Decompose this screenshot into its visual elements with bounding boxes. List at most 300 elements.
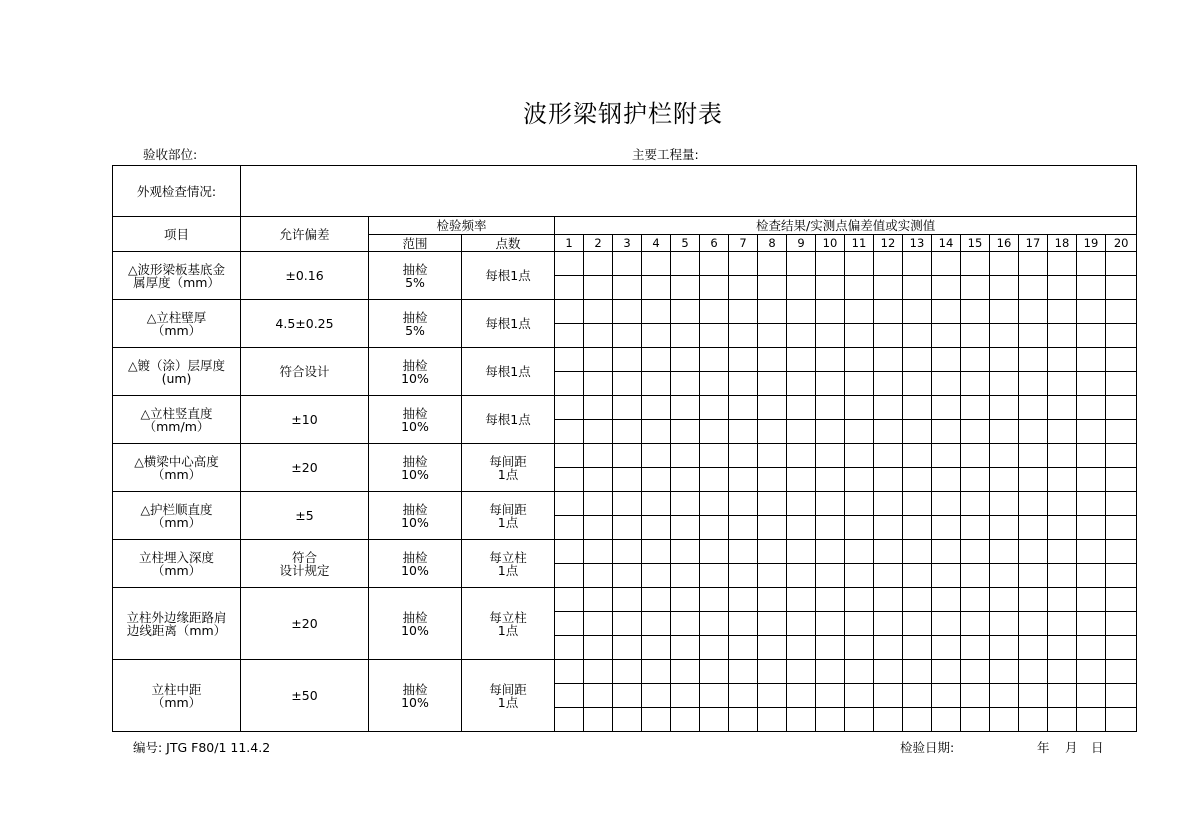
result-cell[interactable] — [932, 660, 961, 684]
result-cell[interactable] — [1048, 540, 1077, 564]
result-cell[interactable] — [1019, 492, 1048, 516]
result-cell[interactable] — [1077, 684, 1106, 708]
result-cell[interactable] — [1077, 444, 1106, 468]
result-cell[interactable] — [642, 564, 671, 588]
result-cell[interactable] — [1019, 660, 1048, 684]
result-cell[interactable] — [700, 420, 729, 444]
result-cell[interactable] — [1048, 516, 1077, 540]
result-cell[interactable] — [700, 444, 729, 468]
result-cell[interactable] — [787, 492, 816, 516]
result-cell[interactable] — [729, 372, 758, 396]
result-cell[interactable] — [1106, 660, 1137, 684]
result-cell[interactable] — [874, 276, 903, 300]
result-cell[interactable] — [845, 444, 874, 468]
result-cell[interactable] — [758, 492, 787, 516]
result-cell[interactable] — [903, 252, 932, 276]
result-cell[interactable] — [584, 636, 613, 660]
result-cell[interactable] — [729, 612, 758, 636]
result-cell[interactable] — [758, 372, 787, 396]
result-cell[interactable] — [584, 252, 613, 276]
result-cell[interactable] — [845, 420, 874, 444]
result-cell[interactable] — [990, 348, 1019, 372]
result-cell[interactable] — [758, 540, 787, 564]
result-cell[interactable] — [555, 540, 584, 564]
result-cell[interactable] — [642, 396, 671, 420]
result-cell[interactable] — [1077, 612, 1106, 636]
result-cell[interactable] — [932, 348, 961, 372]
result-cell[interactable] — [874, 636, 903, 660]
result-cell[interactable] — [1019, 300, 1048, 324]
result-cell[interactable] — [1048, 684, 1077, 708]
result-cell[interactable] — [845, 252, 874, 276]
result-cell[interactable] — [642, 684, 671, 708]
result-cell[interactable] — [584, 324, 613, 348]
result-cell[interactable] — [990, 660, 1019, 684]
result-cell[interactable] — [671, 588, 700, 612]
result-cell[interactable] — [584, 588, 613, 612]
result-cell[interactable] — [700, 300, 729, 324]
result-cell[interactable] — [758, 396, 787, 420]
result-cell[interactable] — [729, 492, 758, 516]
result-cell[interactable] — [990, 708, 1019, 732]
result-cell[interactable] — [816, 444, 845, 468]
result-cell[interactable] — [1106, 300, 1137, 324]
result-cell[interactable] — [642, 252, 671, 276]
result-cell[interactable] — [1019, 420, 1048, 444]
result-cell[interactable] — [845, 660, 874, 684]
result-cell[interactable] — [816, 708, 845, 732]
result-cell[interactable] — [1019, 324, 1048, 348]
result-cell[interactable] — [787, 348, 816, 372]
result-cell[interactable] — [816, 684, 845, 708]
result-cell[interactable] — [1019, 708, 1048, 732]
result-cell[interactable] — [613, 516, 642, 540]
result-cell[interactable] — [613, 372, 642, 396]
result-cell[interactable] — [903, 420, 932, 444]
result-cell[interactable] — [613, 540, 642, 564]
result-cell[interactable] — [613, 660, 642, 684]
result-cell[interactable] — [845, 516, 874, 540]
result-cell[interactable] — [845, 348, 874, 372]
result-cell[interactable] — [613, 612, 642, 636]
result-cell[interactable] — [961, 708, 990, 732]
result-cell[interactable] — [787, 612, 816, 636]
result-cell[interactable] — [932, 516, 961, 540]
result-cell[interactable] — [932, 396, 961, 420]
result-cell[interactable] — [787, 372, 816, 396]
result-cell[interactable] — [816, 660, 845, 684]
result-cell[interactable] — [845, 492, 874, 516]
result-cell[interactable] — [584, 372, 613, 396]
result-cell[interactable] — [1048, 252, 1077, 276]
result-cell[interactable] — [613, 420, 642, 444]
result-cell[interactable] — [1106, 540, 1137, 564]
result-cell[interactable] — [671, 660, 700, 684]
result-cell[interactable] — [613, 564, 642, 588]
result-cell[interactable] — [1077, 396, 1106, 420]
appearance-check-field[interactable] — [241, 166, 1137, 217]
result-cell[interactable] — [555, 492, 584, 516]
result-cell[interactable] — [903, 468, 932, 492]
result-cell[interactable] — [1106, 348, 1137, 372]
result-cell[interactable] — [729, 348, 758, 372]
result-cell[interactable] — [1077, 540, 1106, 564]
result-cell[interactable] — [874, 420, 903, 444]
result-cell[interactable] — [642, 516, 671, 540]
result-cell[interactable] — [1077, 276, 1106, 300]
result-cell[interactable] — [758, 444, 787, 468]
result-cell[interactable] — [1019, 252, 1048, 276]
result-cell[interactable] — [874, 612, 903, 636]
result-cell[interactable] — [1048, 492, 1077, 516]
result-cell[interactable] — [932, 492, 961, 516]
result-cell[interactable] — [816, 564, 845, 588]
result-cell[interactable] — [845, 324, 874, 348]
result-cell[interactable] — [642, 612, 671, 636]
result-cell[interactable] — [671, 276, 700, 300]
result-cell[interactable] — [845, 300, 874, 324]
result-cell[interactable] — [642, 420, 671, 444]
result-cell[interactable] — [961, 612, 990, 636]
result-cell[interactable] — [758, 684, 787, 708]
result-cell[interactable] — [555, 372, 584, 396]
result-cell[interactable] — [961, 396, 990, 420]
result-cell[interactable] — [700, 276, 729, 300]
result-cell[interactable] — [845, 468, 874, 492]
result-cell[interactable] — [758, 636, 787, 660]
result-cell[interactable] — [700, 324, 729, 348]
result-cell[interactable] — [874, 252, 903, 276]
result-cell[interactable] — [584, 420, 613, 444]
result-cell[interactable] — [1106, 468, 1137, 492]
result-cell[interactable] — [642, 444, 671, 468]
result-cell[interactable] — [671, 468, 700, 492]
result-cell[interactable] — [613, 492, 642, 516]
result-cell[interactable] — [874, 564, 903, 588]
result-cell[interactable] — [990, 612, 1019, 636]
result-cell[interactable] — [642, 276, 671, 300]
result-cell[interactable] — [671, 252, 700, 276]
result-cell[interactable] — [671, 516, 700, 540]
result-cell[interactable] — [671, 684, 700, 708]
result-cell[interactable] — [758, 516, 787, 540]
result-cell[interactable] — [758, 708, 787, 732]
result-cell[interactable] — [1077, 708, 1106, 732]
result-cell[interactable] — [671, 300, 700, 324]
result-cell[interactable] — [555, 348, 584, 372]
result-cell[interactable] — [903, 396, 932, 420]
result-cell[interactable] — [990, 540, 1019, 564]
result-cell[interactable] — [1019, 564, 1048, 588]
result-cell[interactable] — [990, 516, 1019, 540]
result-cell[interactable] — [1106, 564, 1137, 588]
result-cell[interactable] — [1019, 540, 1048, 564]
result-cell[interactable] — [903, 612, 932, 636]
result-cell[interactable] — [845, 636, 874, 660]
result-cell[interactable] — [1048, 564, 1077, 588]
result-cell[interactable] — [671, 420, 700, 444]
result-cell[interactable] — [584, 348, 613, 372]
result-cell[interactable] — [961, 516, 990, 540]
result-cell[interactable] — [729, 396, 758, 420]
result-cell[interactable] — [613, 324, 642, 348]
result-cell[interactable] — [642, 372, 671, 396]
result-cell[interactable] — [1048, 348, 1077, 372]
result-cell[interactable] — [1077, 492, 1106, 516]
result-cell[interactable] — [816, 324, 845, 348]
result-cell[interactable] — [932, 612, 961, 636]
result-cell[interactable] — [932, 708, 961, 732]
result-cell[interactable] — [816, 252, 845, 276]
result-cell[interactable] — [613, 684, 642, 708]
result-cell[interactable] — [787, 444, 816, 468]
result-cell[interactable] — [758, 324, 787, 348]
result-cell[interactable] — [1048, 444, 1077, 468]
result-cell[interactable] — [961, 348, 990, 372]
result-cell[interactable] — [555, 708, 584, 732]
result-cell[interactable] — [758, 420, 787, 444]
result-cell[interactable] — [961, 324, 990, 348]
result-cell[interactable] — [555, 636, 584, 660]
result-cell[interactable] — [816, 300, 845, 324]
result-cell[interactable] — [729, 444, 758, 468]
result-cell[interactable] — [1106, 324, 1137, 348]
result-cell[interactable] — [1106, 516, 1137, 540]
result-cell[interactable] — [700, 612, 729, 636]
result-cell[interactable] — [1019, 372, 1048, 396]
result-cell[interactable] — [1106, 612, 1137, 636]
result-cell[interactable] — [787, 588, 816, 612]
result-cell[interactable] — [961, 444, 990, 468]
result-cell[interactable] — [555, 564, 584, 588]
result-cell[interactable] — [816, 468, 845, 492]
result-cell[interactable] — [1048, 396, 1077, 420]
result-cell[interactable] — [787, 540, 816, 564]
result-cell[interactable] — [932, 300, 961, 324]
result-cell[interactable] — [990, 444, 1019, 468]
result-cell[interactable] — [961, 276, 990, 300]
result-cell[interactable] — [903, 636, 932, 660]
result-cell[interactable] — [990, 468, 1019, 492]
result-cell[interactable] — [990, 420, 1019, 444]
result-cell[interactable] — [1019, 396, 1048, 420]
result-cell[interactable] — [932, 564, 961, 588]
result-cell[interactable] — [700, 492, 729, 516]
result-cell[interactable] — [903, 516, 932, 540]
result-cell[interactable] — [874, 516, 903, 540]
result-cell[interactable] — [1077, 516, 1106, 540]
result-cell[interactable] — [671, 708, 700, 732]
result-cell[interactable] — [932, 540, 961, 564]
result-cell[interactable] — [932, 252, 961, 276]
result-cell[interactable] — [758, 300, 787, 324]
result-cell[interactable] — [671, 492, 700, 516]
result-cell[interactable] — [700, 372, 729, 396]
result-cell[interactable] — [729, 636, 758, 660]
result-cell[interactable] — [903, 708, 932, 732]
result-cell[interactable] — [1077, 252, 1106, 276]
result-cell[interactable] — [613, 396, 642, 420]
result-cell[interactable] — [671, 612, 700, 636]
result-cell[interactable] — [1106, 396, 1137, 420]
result-cell[interactable] — [932, 324, 961, 348]
result-cell[interactable] — [1019, 684, 1048, 708]
result-cell[interactable] — [1106, 684, 1137, 708]
result-cell[interactable] — [903, 300, 932, 324]
result-cell[interactable] — [555, 396, 584, 420]
result-cell[interactable] — [961, 540, 990, 564]
result-cell[interactable] — [874, 684, 903, 708]
result-cell[interactable] — [1019, 276, 1048, 300]
result-cell[interactable] — [1048, 708, 1077, 732]
result-cell[interactable] — [932, 636, 961, 660]
result-cell[interactable] — [932, 420, 961, 444]
result-cell[interactable] — [787, 684, 816, 708]
result-cell[interactable] — [1077, 660, 1106, 684]
result-cell[interactable] — [874, 708, 903, 732]
result-cell[interactable] — [671, 564, 700, 588]
result-cell[interactable] — [903, 348, 932, 372]
result-cell[interactable] — [1077, 636, 1106, 660]
result-cell[interactable] — [671, 540, 700, 564]
result-cell[interactable] — [729, 516, 758, 540]
result-cell[interactable] — [990, 684, 1019, 708]
result-cell[interactable] — [671, 444, 700, 468]
result-cell[interactable] — [874, 492, 903, 516]
result-cell[interactable] — [729, 324, 758, 348]
result-cell[interactable] — [584, 492, 613, 516]
result-cell[interactable] — [990, 636, 1019, 660]
result-cell[interactable] — [1106, 636, 1137, 660]
result-cell[interactable] — [874, 468, 903, 492]
result-cell[interactable] — [1048, 612, 1077, 636]
result-cell[interactable] — [700, 540, 729, 564]
result-cell[interactable] — [932, 588, 961, 612]
result-cell[interactable] — [1077, 300, 1106, 324]
result-cell[interactable] — [903, 564, 932, 588]
result-cell[interactable] — [787, 660, 816, 684]
result-cell[interactable] — [700, 348, 729, 372]
result-cell[interactable] — [874, 396, 903, 420]
result-cell[interactable] — [1106, 708, 1137, 732]
result-cell[interactable] — [990, 396, 1019, 420]
result-cell[interactable] — [729, 660, 758, 684]
result-cell[interactable] — [816, 396, 845, 420]
result-cell[interactable] — [961, 492, 990, 516]
result-cell[interactable] — [1106, 372, 1137, 396]
result-cell[interactable] — [729, 420, 758, 444]
result-cell[interactable] — [555, 660, 584, 684]
result-cell[interactable] — [1106, 420, 1137, 444]
result-cell[interactable] — [642, 300, 671, 324]
result-cell[interactable] — [787, 396, 816, 420]
result-cell[interactable] — [990, 564, 1019, 588]
result-cell[interactable] — [787, 516, 816, 540]
result-cell[interactable] — [729, 588, 758, 612]
result-cell[interactable] — [816, 588, 845, 612]
result-cell[interactable] — [1077, 468, 1106, 492]
result-cell[interactable] — [1106, 444, 1137, 468]
result-cell[interactable] — [903, 324, 932, 348]
result-cell[interactable] — [1019, 468, 1048, 492]
result-cell[interactable] — [1019, 588, 1048, 612]
result-cell[interactable] — [671, 636, 700, 660]
result-cell[interactable] — [700, 468, 729, 492]
result-cell[interactable] — [961, 300, 990, 324]
result-cell[interactable] — [1077, 564, 1106, 588]
result-cell[interactable] — [816, 348, 845, 372]
result-cell[interactable] — [874, 324, 903, 348]
result-cell[interactable] — [729, 300, 758, 324]
result-cell[interactable] — [729, 684, 758, 708]
result-cell[interactable] — [642, 708, 671, 732]
result-cell[interactable] — [613, 708, 642, 732]
result-cell[interactable] — [758, 612, 787, 636]
result-cell[interactable] — [874, 660, 903, 684]
result-cell[interactable] — [613, 348, 642, 372]
result-cell[interactable] — [903, 492, 932, 516]
result-cell[interactable] — [903, 276, 932, 300]
result-cell[interactable] — [555, 276, 584, 300]
result-cell[interactable] — [700, 396, 729, 420]
result-cell[interactable] — [584, 468, 613, 492]
result-cell[interactable] — [961, 564, 990, 588]
result-cell[interactable] — [613, 444, 642, 468]
result-cell[interactable] — [1019, 444, 1048, 468]
result-cell[interactable] — [874, 444, 903, 468]
result-cell[interactable] — [555, 516, 584, 540]
result-cell[interactable] — [990, 372, 1019, 396]
result-cell[interactable] — [729, 276, 758, 300]
result-cell[interactable] — [845, 684, 874, 708]
result-cell[interactable] — [961, 420, 990, 444]
result-cell[interactable] — [990, 252, 1019, 276]
result-cell[interactable] — [874, 300, 903, 324]
result-cell[interactable] — [903, 540, 932, 564]
result-cell[interactable] — [787, 708, 816, 732]
result-cell[interactable] — [758, 468, 787, 492]
result-cell[interactable] — [845, 564, 874, 588]
result-cell[interactable] — [642, 348, 671, 372]
result-cell[interactable] — [816, 420, 845, 444]
result-cell[interactable] — [845, 276, 874, 300]
result-cell[interactable] — [555, 444, 584, 468]
result-cell[interactable] — [845, 372, 874, 396]
result-cell[interactable] — [700, 516, 729, 540]
result-cell[interactable] — [555, 252, 584, 276]
result-cell[interactable] — [729, 468, 758, 492]
result-cell[interactable] — [613, 636, 642, 660]
result-cell[interactable] — [642, 492, 671, 516]
result-cell[interactable] — [990, 300, 1019, 324]
result-cell[interactable] — [555, 300, 584, 324]
result-cell[interactable] — [729, 540, 758, 564]
result-cell[interactable] — [1106, 492, 1137, 516]
result-cell[interactable] — [613, 300, 642, 324]
result-cell[interactable] — [613, 468, 642, 492]
result-cell[interactable] — [932, 444, 961, 468]
result-cell[interactable] — [787, 636, 816, 660]
result-cell[interactable] — [613, 252, 642, 276]
result-cell[interactable] — [990, 492, 1019, 516]
result-cell[interactable] — [555, 588, 584, 612]
result-cell[interactable] — [845, 612, 874, 636]
result-cell[interactable] — [787, 324, 816, 348]
result-cell[interactable] — [816, 612, 845, 636]
result-cell[interactable] — [613, 276, 642, 300]
result-cell[interactable] — [671, 372, 700, 396]
result-cell[interactable] — [584, 516, 613, 540]
